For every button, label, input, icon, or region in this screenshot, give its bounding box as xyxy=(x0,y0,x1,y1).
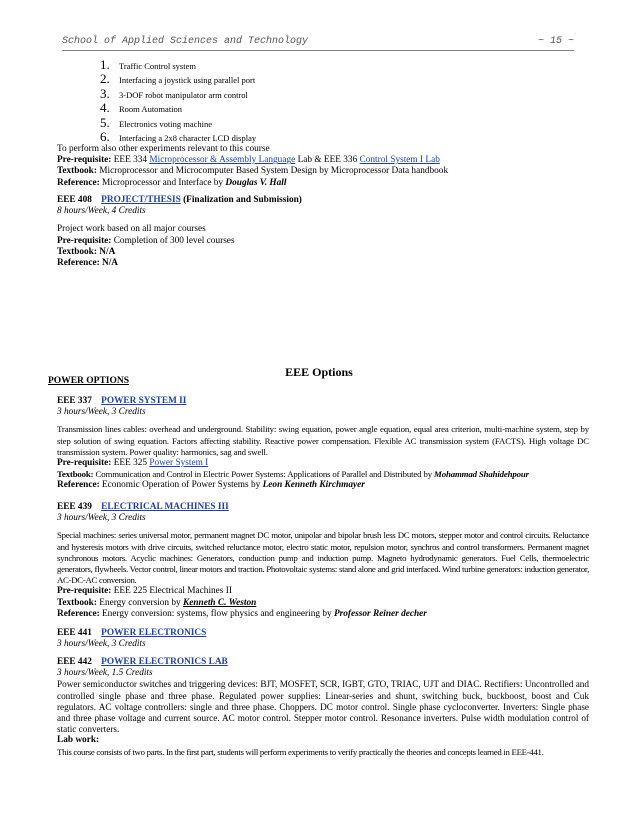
course-hours: 3 hours/Week, 3 Credits xyxy=(57,513,146,524)
course-eee442 xyxy=(57,657,589,758)
course-description: Project work based on all major courses xyxy=(57,224,206,235)
reference-line: Reference: Economic Operation of Power Systems by Leon Kenneth Kirchmayer xyxy=(57,480,365,491)
textbook-line: Textbook: Communication and Control in Electric Power Systems: Applications of Parallel and Distributed by Mohammad Shahidehpour xyxy=(57,469,529,480)
control-system-lab-link[interactable]: Control System I Lab xyxy=(359,155,440,166)
other-experiments: To perform also other experiments relevant to this course xyxy=(57,144,270,154)
lab-experiment-list xyxy=(100,58,256,144)
prerequisite-line: Pre-requisite: EEE 325 Power System I xyxy=(57,458,209,469)
prerequisite-line: Pre-requisite: EEE 225 Electrical Machines II xyxy=(57,586,232,597)
list-item: 6. Interfacing a 2x8 character LCD display xyxy=(100,128,257,144)
list-item: 2. Interfacing a joystick using parallel port xyxy=(100,71,256,87)
course-eee337 xyxy=(57,396,589,492)
course-hours: 8 hours/Week, 4 Credits xyxy=(57,206,146,217)
textbook-line: Textbook: Energy conversion by Kenneth C. Weston xyxy=(57,597,257,608)
course-eee439 xyxy=(57,502,589,620)
textbook-line: Textbook: Microprocessor and Microcomputer Based System Design by Microprocessor Data handbook xyxy=(57,166,449,177)
list-item: 3. 3-DOF robot manipulator arm control xyxy=(100,85,248,101)
eee-options-title: EEE Options xyxy=(285,365,353,379)
list-item: 1. Traffic Control system xyxy=(100,57,196,72)
microprocessor-course-link[interactable]: Microprocessor & Assembly Language xyxy=(149,155,296,166)
course-eee408 xyxy=(57,195,597,269)
course-description: Transmission lines cables: overhead and underground. Stability: swing equation, power angle equation, equal area criterion, multi-machine system, step by step solution of swing equation. Factors affecting stability. Reactive power compensation. Flexible AC transmission system (FACTS). High voltage DC transmission system. Power quality: harmonics, sag and swell. xyxy=(57,424,589,457)
course-heading: EEE 439 ELECTRICAL MACHINES III xyxy=(57,502,229,512)
lab-work-text: This course consists of two parts. In the first part, students will perform experiments to verify practically the theories and concepts learned in EEE-441. xyxy=(57,746,544,757)
reference-line: Reference: Microprocessor and Interface by Douglas V. Hall xyxy=(57,177,287,188)
power-options-heading: POWER OPTIONS xyxy=(48,376,130,386)
course-eee441 xyxy=(57,628,589,650)
prerequisite-line: Pre-requisite: Completion of 300 level courses xyxy=(57,235,235,246)
course-description: Special machines: series universal motor, permanent magnet DC motor, unipolar and bipolar brush less DC motors, stepper motor and control circuits. Reluctance and hysteresis motors with drive circuits, switched reluctance motor, electro static motor, repulsion motor, synchros and control transformers. Permanent magnet synchronous motors. Acyclic machines: Generators, conduction pump and induction pump. Magneto hydrodynamic generators. Fuel Cells, thermoelectric generators, flywheels. Vector control, linear motors and traction. Photovoltaic systems: stand alone and grid interfaced. Wind turbine generators: induction generator, AC-DC-AC conversion. xyxy=(57,530,589,586)
list-item: 4. Room Automation xyxy=(100,100,183,116)
header-page-number: ~ 15 ~ xyxy=(537,36,574,47)
course-heading: EEE 408 PROJECT/THESIS (Finalization and Submission) xyxy=(57,195,302,205)
course-title-link[interactable]: POWER ELECTRONICS xyxy=(101,628,207,638)
power-system-link[interactable]: Power System I xyxy=(149,458,209,469)
prerequisite-line: Pre-requisite: EEE 334 Microprocessor & Assembly Language Lab & EEE 336 Control System I Lab xyxy=(57,155,440,166)
header-school: School of Applied Sciences and Technology xyxy=(62,36,309,47)
lab-work-label: Lab work: xyxy=(57,735,100,746)
lab-course-details xyxy=(57,144,597,189)
course-description: Power semiconductor switches and triggering devices: BJT, MOSFET, SCR, IGBT, GTO, TRIAC, UJT and DIAC. Rectifiers: Uncontrolled and controlled single phase and three phase. Regulated power supplies: Linear-series and shunt, switching buck, buckboost, boost and Cuk regulators. AC voltage controllers: single and three phase. Choppers. DC motor control. Single phase cycloconverter. Inverters: Single phase and three phase voltage and current source. AC motor control. Stepper motor control. Resonance inverters. Pulse width modulation control of static converters. xyxy=(57,679,589,735)
page-header xyxy=(62,36,574,51)
course-title-link[interactable]: POWER SYSTEM II xyxy=(101,396,187,406)
reference-line: Reference: Energy conversion: systems, flow physics and engineering by Professor Reiner decher xyxy=(57,608,427,619)
course-heading: EEE 441 POWER ELECTRONICS xyxy=(57,628,207,638)
course-hours: 3 hours/Week, 1.5 Credits xyxy=(57,668,153,679)
course-title-link[interactable]: PROJECT/THESIS xyxy=(101,195,181,205)
course-heading: EEE 442 POWER ELECTRONICS LAB xyxy=(57,657,228,667)
list-item: 5. Electronics voting machine xyxy=(100,114,212,130)
course-title-link[interactable]: ELECTRICAL MACHINES III xyxy=(101,502,229,512)
course-title-link[interactable]: POWER ELECTRONICS LAB xyxy=(101,657,228,667)
textbook-line: Textbook: N/A xyxy=(57,246,116,257)
course-heading: EEE 337 POWER SYSTEM II xyxy=(57,396,187,406)
course-hours: 3 hours/Week, 3 Credits xyxy=(57,639,146,650)
course-hours: 3 hours/Week, 3 Credits xyxy=(57,407,146,418)
reference-line: Reference: N/A xyxy=(57,258,119,269)
